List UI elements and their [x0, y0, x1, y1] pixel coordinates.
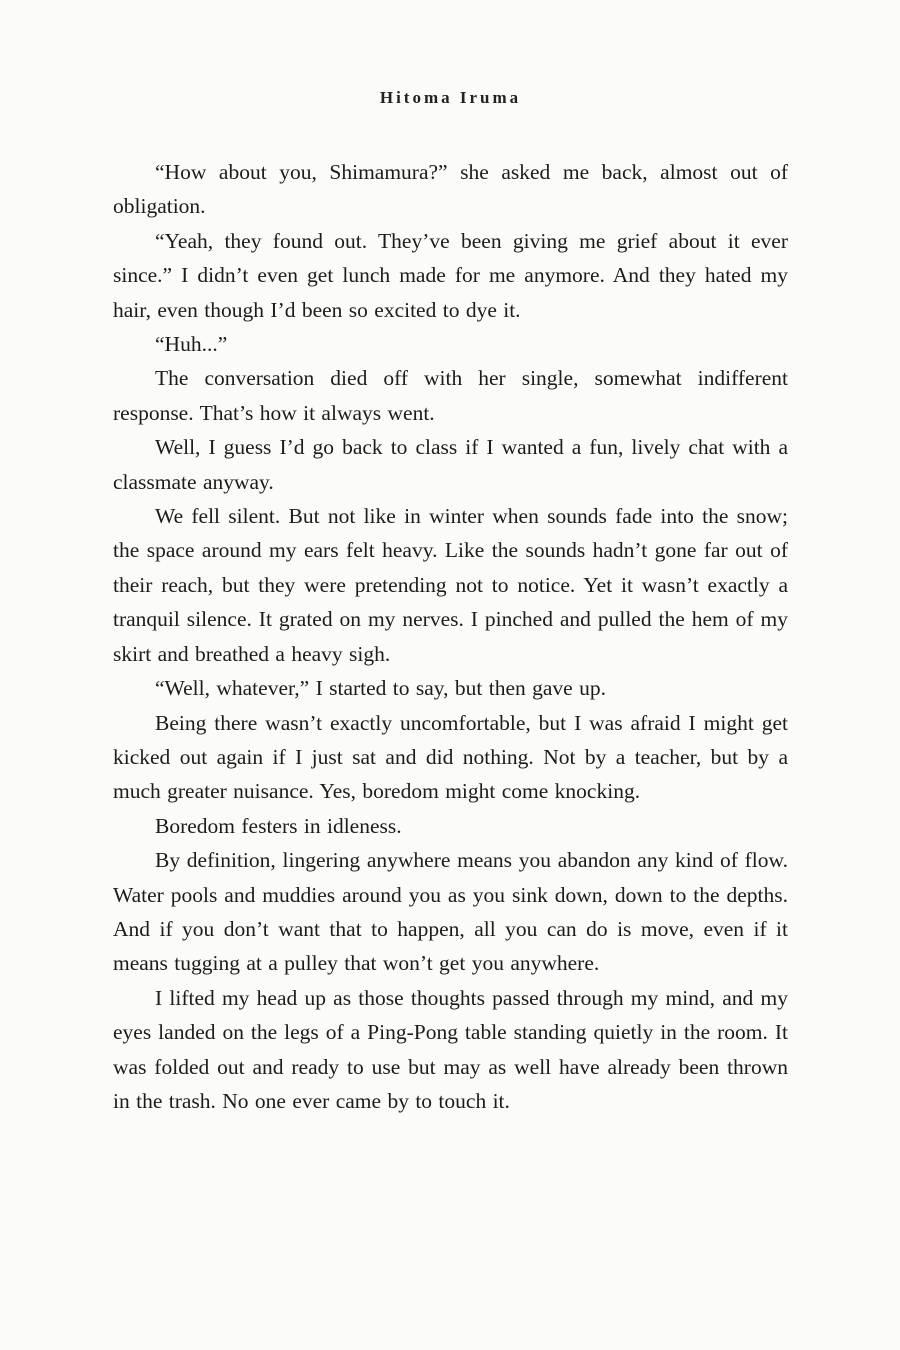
- paragraph: Well, I guess I’d go back to class if I wanted a fun, lively chat with a classmate anyway.: [113, 435, 788, 494]
- paragraph: Being there wasn’t exactly uncomfortable, but I was afraid I might get kicked out again if I just sat and did nothing. Not by a teacher, but by a much greater nuisance. Yes, boredom might come knocking.: [113, 710, 788, 804]
- paragraph: I lifted my head up as those thoughts passed through my mind, and my eyes landed on the legs of a Ping-Pong table standing quietly in the room. It was folded out and ready to use but may as well have already been thrown in the trash. No one ever came by to touch it.: [113, 985, 788, 1113]
- running-header-author: Hitoma Iruma: [379, 88, 522, 107]
- paragraph: “Huh...”: [155, 332, 228, 357]
- paragraph: “How about you, Shimamura?” she asked me back, almost out of obligation.: [113, 160, 788, 219]
- paragraph: The conversation died off with her single, somewhat indifferent response. That’s how it always went.: [113, 366, 788, 425]
- paragraph: We fell silent. But not like in winter when sounds fade into the snow; the space around my ears felt heavy. Like the sounds hadn’t gone far out of their reach, but they were pretending not to notice. Yet it wasn’t exactly a tranquil silence. It grated on my nerves. I pinched and pulled the hem of my skirt and breathed a heavy sigh.: [113, 504, 788, 666]
- paragraph: “Yeah, they found out. They’ve been giving me grief about it ever since.” I didn’t even get lunch made for me anymore. And they hated my hair, even though I’d been so excited to dye it.: [113, 228, 788, 322]
- paragraph: “Well, whatever,” I started to say, but then gave up.: [155, 676, 606, 701]
- paragraph: By definition, lingering anywhere means you abandon any kind of flow. Water pools and muddies around you as you sink down, down to the depths. And if you don’t want that to happen, all you can do is move, even if it means tugging at a pulley that won’t get you anywhere.: [113, 848, 788, 976]
- body-text: [113, 155, 788, 1118]
- paragraph: Boredom festers in idleness.: [155, 813, 402, 838]
